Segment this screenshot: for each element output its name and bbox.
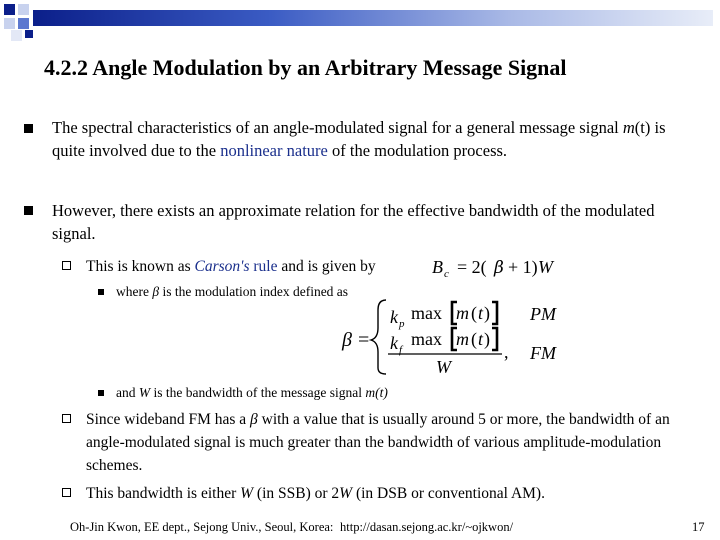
corner-square-mid bbox=[18, 18, 29, 29]
svg-text:= 2(: = 2( bbox=[457, 257, 487, 277]
svg-text:β: β bbox=[494, 258, 504, 278]
hollow-square-bullet-icon bbox=[62, 414, 71, 423]
corner-square-small bbox=[25, 30, 33, 38]
svg-text:max: max bbox=[411, 329, 442, 349]
svg-text:c: c bbox=[444, 268, 449, 280]
svg-text:W: W bbox=[538, 257, 553, 277]
corner-square-light bbox=[4, 18, 15, 29]
svg-text:(: ( bbox=[471, 329, 477, 349]
corner-square-light bbox=[18, 4, 29, 15]
page-title: 4.2.2 Angle Modulation by an Arbitrary Message Signal bbox=[44, 55, 567, 80]
sub-text-ssb-dsb: This bandwidth is either W (in SSB) or 2W (in DSB or conventional AM). bbox=[86, 485, 545, 502]
sub-text-carson: This is known as Carson's rule and is given by bbox=[86, 258, 376, 275]
svg-text:=: = bbox=[358, 329, 370, 351]
bullet-small-square-icon bbox=[98, 289, 104, 295]
footer-author: Oh-Jin Kwon, EE dept., Sejong Univ., Seoul, Korea: bbox=[70, 520, 334, 534]
corner-square-faint bbox=[11, 30, 22, 41]
bullet-text-spectral: The spectral characteristics of an angle-modulated signal for a general message signal m(t) is quite involved due to the nonlinear nature of the modulation process. bbox=[52, 118, 666, 160]
svg-text:m: m bbox=[456, 329, 469, 349]
svg-text:f: f bbox=[399, 344, 403, 356]
svg-text:k: k bbox=[390, 333, 398, 353]
svg-text:k: k bbox=[390, 307, 398, 327]
sub-text-wideband: Since wideband FM has a β with a value that is usually around 5 or more, the bandwidth of an angle-modulated signal is much greater than the bandwidth of various amplitude-modulation schemes. bbox=[86, 411, 670, 474]
hollow-square-bullet-icon bbox=[62, 488, 71, 497]
corner-square-dark bbox=[4, 4, 15, 15]
modulation-index-formula bbox=[338, 296, 568, 376]
bullet-text-approx: However, there exists an approximate relation for the effective bandwidth of the modulated signal. bbox=[52, 201, 655, 243]
svg-text:W: W bbox=[436, 357, 451, 376]
bullet-square-icon bbox=[24, 124, 33, 133]
page-number: 17 bbox=[692, 520, 705, 534]
svg-text:B: B bbox=[432, 257, 443, 277]
svg-text:PM: PM bbox=[530, 304, 556, 324]
svg-text:): ) bbox=[484, 303, 490, 323]
svg-text:(: ( bbox=[471, 303, 477, 323]
hollow-square-bullet-icon bbox=[62, 261, 71, 270]
svg-text:max: max bbox=[411, 303, 442, 323]
carson-rule-formula bbox=[428, 252, 558, 280]
svg-text:+ 1): + 1) bbox=[508, 257, 538, 277]
sub-text-bandwidth-W: and W is the bandwidth of the message signal m(t) bbox=[116, 385, 388, 400]
svg-text:p: p bbox=[399, 318, 405, 330]
header-gradient-bar bbox=[33, 10, 713, 26]
svg-text:): ) bbox=[484, 329, 490, 349]
highlight-nonlinear: nonlinear nature bbox=[220, 141, 328, 160]
sub-text-where-beta: where β is the modulation index defined as bbox=[116, 284, 349, 299]
footer-url-link[interactable]: http://dasan.sejong.ac.kr/~ojkwon/ bbox=[340, 520, 514, 534]
svg-text:FM: FM bbox=[530, 343, 556, 363]
svg-text:t: t bbox=[478, 303, 484, 323]
bullet-square-icon bbox=[24, 206, 33, 215]
svg-text:m: m bbox=[456, 303, 469, 323]
svg-text:t: t bbox=[478, 329, 484, 349]
bullet-small-square-icon bbox=[98, 390, 104, 396]
svg-text:β: β bbox=[342, 329, 352, 351]
svg-text:,: , bbox=[504, 342, 509, 362]
